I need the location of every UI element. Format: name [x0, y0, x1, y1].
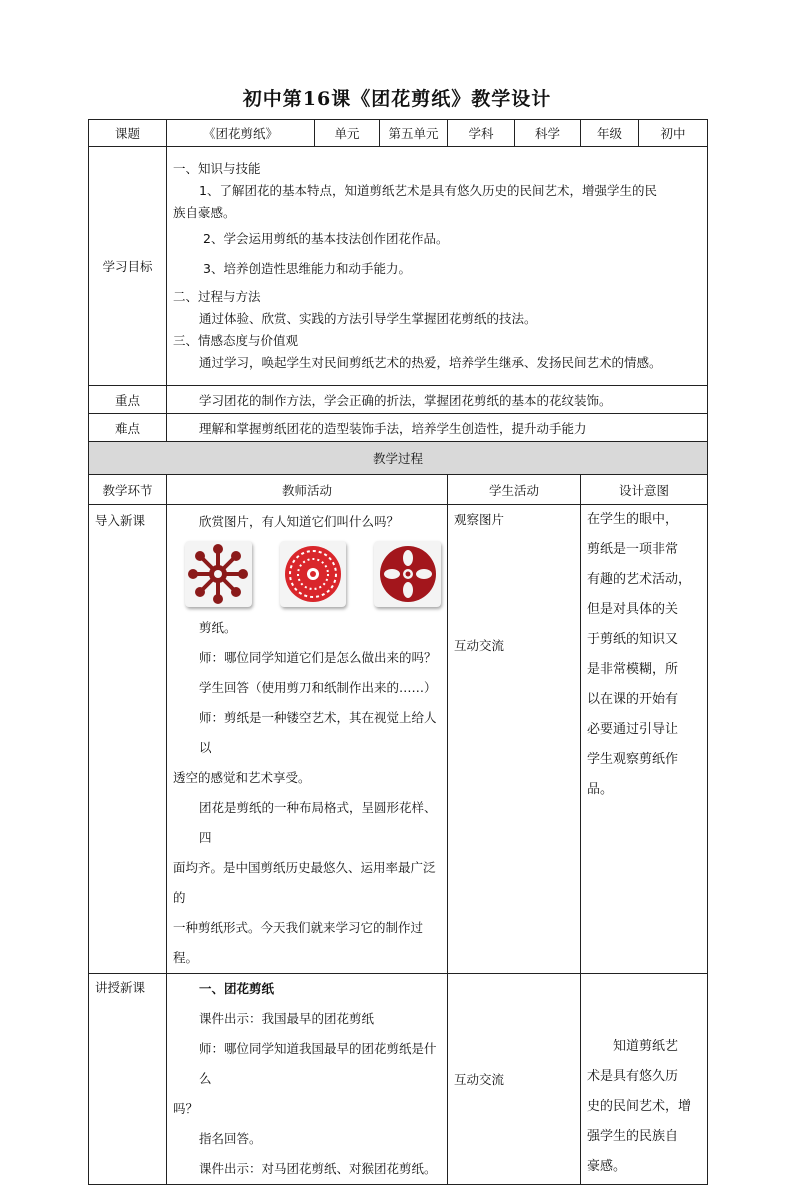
lecture-t1: 课件出示：我国最早的团花剪纸 — [199, 1011, 375, 1026]
lesson-plan-table — [88, 119, 708, 1185]
goals-label: 学习目标 — [89, 147, 167, 386]
papercut-round-icon — [282, 543, 344, 605]
intro-t2: 剪纸。 — [199, 620, 237, 635]
lecture-heading: 一、团花剪纸 — [199, 981, 275, 996]
lecture-t4: 课件出示：对马团花剪纸、对猴团花剪纸。 — [199, 1161, 437, 1176]
intro-d4: 但是对具体的关 — [587, 602, 679, 617]
col-stage: 教学环节 — [89, 475, 167, 505]
intro-d9: 学生观察剪纸作 — [587, 752, 679, 767]
papercut-image-2 — [280, 541, 347, 607]
intro-t6c: 一种剪纸形式。今天我们就来学习它的制作过程。 — [173, 920, 424, 965]
intro-d6: 是非常模糊，所 — [587, 662, 679, 677]
intro-design — [581, 505, 708, 974]
course-label: 课题 — [89, 120, 167, 147]
lecture-teacher — [167, 974, 448, 1185]
lecture-row — [89, 974, 708, 1185]
difficulty-row — [89, 414, 708, 442]
goal-k2: 2、学会运用剪纸的基本技法创作团花作品。 — [203, 231, 449, 246]
papercut-image-1 — [185, 541, 252, 607]
intro-s2: 互动交流 — [454, 638, 505, 653]
col-student: 学生活动 — [448, 475, 581, 505]
papercut-image-3 — [374, 541, 441, 607]
intro-d7: 以在课的开始有 — [587, 692, 679, 707]
intro-t4: 学生回答（使用剪刀和纸制作出来的……） — [199, 680, 437, 695]
intro-teacher — [167, 505, 448, 974]
intro-d2: 剪纸是一项非常 — [587, 542, 679, 557]
intro-d10: 品。 — [587, 782, 614, 797]
lecture-d1: 知道剪纸艺 — [613, 1039, 679, 1054]
difficulty-label: 难点 — [89, 414, 167, 442]
header-row — [89, 120, 708, 147]
lecture-stage: 讲授新课 — [89, 974, 167, 1185]
col-teacher: 教师活动 — [167, 475, 448, 505]
course-value: 《团花剪纸》 — [167, 120, 315, 147]
intro-t5a: 师：剪纸是一种镂空艺术，其在视觉上给人以 — [199, 710, 437, 755]
intro-t3: 师：哪位同学知道它们是怎么做出来的吗？ — [199, 650, 437, 665]
papercut-floral-icon — [377, 543, 439, 605]
intro-student — [448, 505, 581, 974]
subject-value: 科学 — [515, 120, 581, 147]
intro-t6a: 团花是剪纸的一种布局格式，呈圆形花样、四 — [199, 800, 437, 845]
lecture-t3: 指名回答。 — [199, 1131, 262, 1146]
lecture-t2b: 吗？ — [173, 1101, 199, 1116]
intro-t6b: 面均齐。是中国剪纸历史最悠久、运用率最广泛的 — [173, 860, 436, 905]
lecture-d4: 强学生的民族自 — [587, 1129, 679, 1144]
goals-content — [167, 147, 708, 386]
key-label: 重点 — [89, 386, 167, 414]
lecture-d3: 史的民间艺术，增 — [587, 1099, 692, 1114]
lecture-t2a: 师：哪位同学知道我国最早的团花剪纸是什么 — [199, 1041, 437, 1086]
grade-label: 年级 — [581, 120, 639, 147]
goal-heading-3: 三、情感态度与价值观 — [173, 333, 299, 348]
col-design: 设计意图 — [581, 475, 708, 505]
difficulty-text: 理解和掌握剪纸团花的造型装饰手法，培养学生创造性，提升动手能力 — [167, 414, 708, 442]
goal-k1a: 1、了解团花的基本特点，知道剪纸艺术是具有悠久历史的民间艺术，增强学生的民 — [199, 183, 657, 198]
process-header-row — [89, 442, 708, 475]
intro-d1: 在学生的眼中， — [587, 512, 679, 527]
intro-t1: 欣赏图片，有人知道它们叫什么吗？ — [199, 514, 400, 529]
lecture-student: 互动交流 — [448, 974, 581, 1185]
intro-t5b: 透空的感觉和艺术享受。 — [173, 770, 311, 785]
page-title: 初中第16课《团花剪纸》教学设计 — [242, 88, 552, 110]
intro-d8: 必要通过引导让 — [587, 722, 679, 737]
goal-k3: 3、培养创造性思维能力和动手能力。 — [203, 261, 411, 276]
intro-s1: 观察图片 — [454, 512, 505, 527]
process-header: 教学过程 — [89, 442, 708, 475]
goal-heading-2: 二、过程与方法 — [173, 289, 261, 304]
intro-row — [89, 505, 708, 974]
process-columns-row — [89, 475, 708, 505]
papercut-images — [173, 537, 441, 613]
key-text: 学习团花的制作方法，学会正确的折法，掌握团花剪纸的基本的花纹装饰。 — [167, 386, 708, 414]
goal-e1: 通过学习，唤起学生对民间剪纸艺术的热爱，培养学生继承、发扬民间艺术的情感。 — [199, 355, 662, 370]
lecture-design — [581, 974, 708, 1185]
lecture-d2: 术是具有悠久历 — [587, 1069, 679, 1084]
goal-heading-1: 一、知识与技能 — [173, 161, 261, 176]
intro-stage: 导入新课 — [89, 505, 167, 974]
unit-label: 单元 — [315, 120, 380, 147]
goal-k1b: 族自豪感。 — [173, 205, 236, 220]
goals-row — [89, 147, 708, 386]
intro-d3: 有趣的艺术活动， — [587, 572, 692, 587]
unit-value: 第五单元 — [380, 120, 448, 147]
grade-value: 初中 — [639, 120, 708, 147]
key-row — [89, 386, 708, 414]
goal-p1: 通过体验、欣赏、实践的方法引导学生掌握团花剪纸的技法。 — [199, 311, 537, 326]
papercut-flower-icon — [187, 543, 249, 605]
intro-d5: 于剪纸的知识又 — [587, 632, 679, 647]
subject-label: 学科 — [448, 120, 515, 147]
lecture-d5: 豪感。 — [587, 1159, 627, 1174]
